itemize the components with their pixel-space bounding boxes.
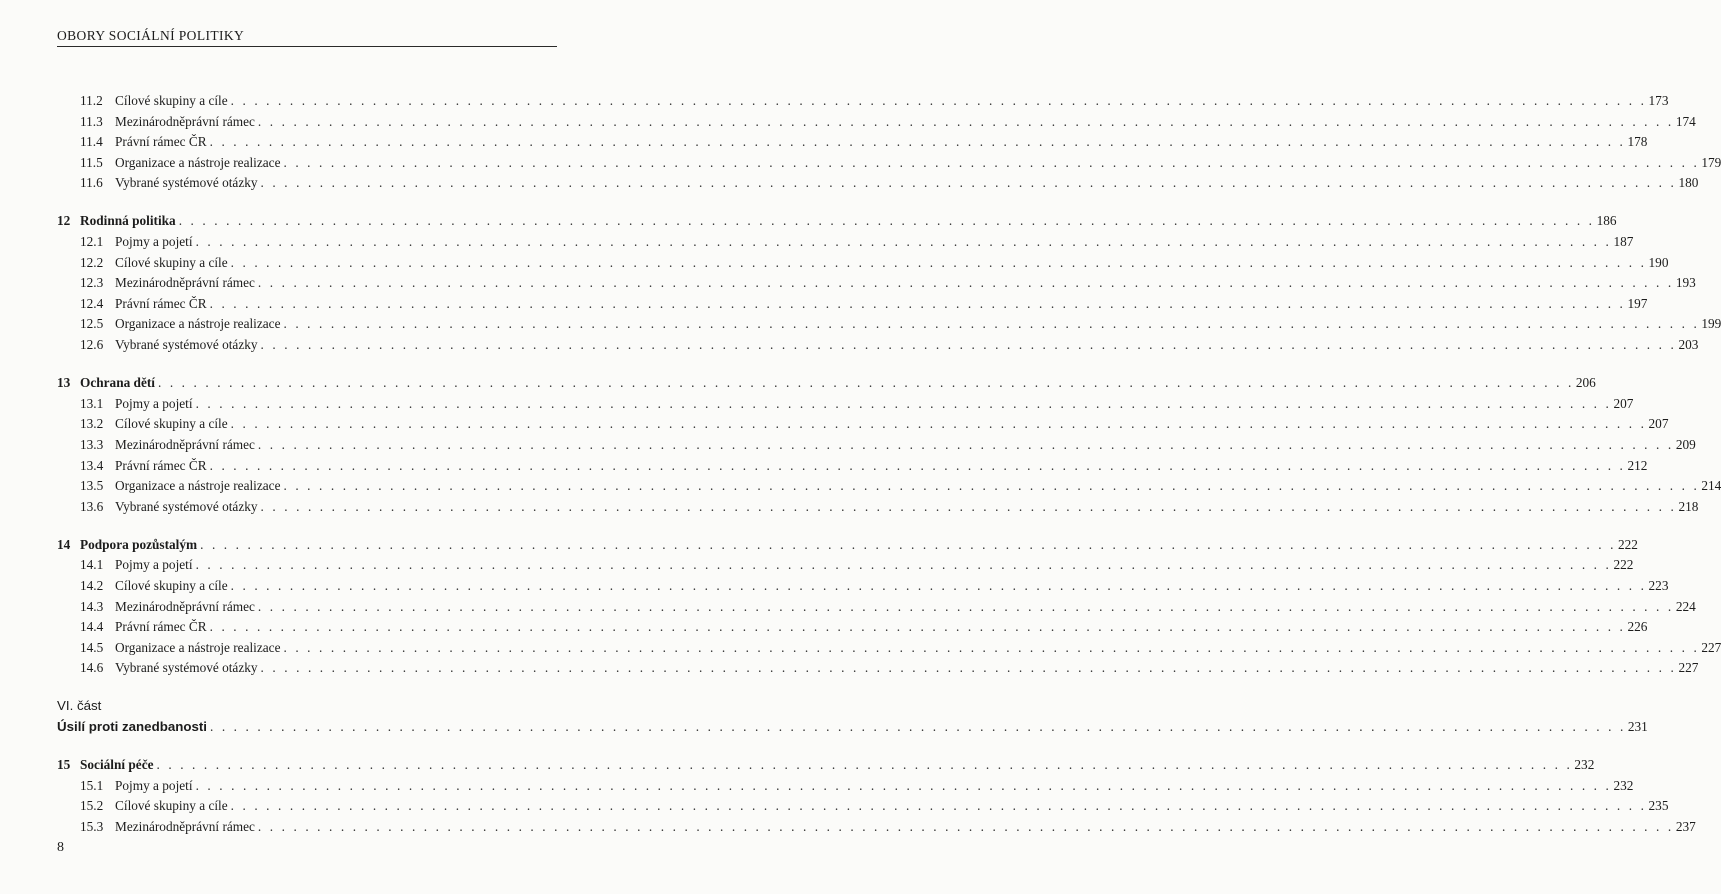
toc-entry-title: Právní rámec ČR xyxy=(115,134,207,150)
toc-section-entry xyxy=(57,817,1696,838)
toc-entry-title: Pojmy a pojetí xyxy=(115,395,193,411)
section-gap xyxy=(57,517,557,535)
section-gap xyxy=(57,679,557,697)
toc-entry-page: 232 xyxy=(1574,757,1595,773)
toc-entry-page: 214 xyxy=(1701,478,1721,494)
toc-section-entry xyxy=(57,253,1669,274)
section-gap xyxy=(57,194,557,212)
toc-entry-page: 193 xyxy=(1675,275,1696,291)
toc-section-entry xyxy=(57,497,1699,518)
toc-entry-number: 13.1 xyxy=(80,395,104,411)
dot-leader: . . . . . . . . . . . . . . . . . . . . . . . . . . . . . . . . . . . . . . . . . . . . . . . . . . . . . . . . . . . . . . . . . . . . . . . . . . . . . . . . . . . . . . . . . . . . . . . . . . . . . . . . . . . . . . . . . . . . . . . . xyxy=(283,154,1700,170)
toc-entry-page: 235 xyxy=(1648,798,1669,814)
dot-leader: . . . . . . . . . . . . . . . . . . . . . . . . . . . . . . . . . . . . . . . . . . . . . . . . . . . . . . . . . . . . . . . . . . . . . . . . . . . . . . . . . . . . . . . . . . . . . . . . . . . . . . . . . . . . . . . . . . . . . . . . xyxy=(209,295,1626,311)
toc-entry-title: Právní rámec ČR xyxy=(115,295,207,311)
dot-leader: . . . . . . . . . . . . . . . . . . . . . . . . . . . . . . . . . . . . . . . . . . . . . . . . . . . . . . . . . . . . . . . . . . . . . . . . . . . . . . . . . . . . . . . . . . . . . . . . . . . . . . . . . . . . . . . . . . . . . . . . xyxy=(209,457,1626,473)
dot-leader: . . . . . . . . . . . . . . . . . . . . . . . . . . . . . . . . . . . . . . . . . . . . . . . . . . . . . . . . . . . . . . . . . . . . . . . . . . . . . . . . . . . . . . . . . . . . . . . . . . . . . . . . . . . . . . . . . . . . . . . . xyxy=(260,660,1677,676)
toc-entry-title: Právní rámec ČR xyxy=(115,619,207,635)
toc-entry-page: 199 xyxy=(1701,316,1721,332)
dot-leader: . . . . . . . . . . . . . . . . . . . . . . . . . . . . . . . . . . . . . . . . . . . . . . . . . . . . . . . . . . . . . . . . . . . . . . . . . . . . . . . . . . . . . . . . . . . . . . . . . . . . . . . . . . . . . . . . . . . . . . . . xyxy=(200,536,1616,552)
toc-entry-title: Cílové skupiny a cíle xyxy=(115,798,228,814)
toc-entry-page: 232 xyxy=(1613,777,1634,793)
toc-entry-title: Organizace a nástroje realizace xyxy=(115,478,281,494)
toc-section-entry xyxy=(57,273,1696,294)
toc-entry-title: Cílové skupiny a cíle xyxy=(115,577,228,593)
toc-entry-title: Mezinárodněprávní rámec xyxy=(115,436,255,452)
toc-section-entry xyxy=(57,597,1696,618)
dot-leader: . . . . . . . . . . . . . . . . . . . . . . . . . . . . . . . . . . . . . . . . . . . . . . . . . . . . . . . . . . . . . . . . . . . . . . . . . . . . . . . . . . . . . . . . . . . . . . . . . . . . . . . . . . . . . . . . . . . . . . . . xyxy=(209,619,1626,635)
dot-leader: . . . . . . . . . . . . . . . . . . . . . . . . . . . . . . . . . . . . . . . . . . . . . . . . . . . . . . . . . . . . . . . . . . . . . . . . . . . . . . . . . . . . . . . . . . . . . . . . . . . . . . . . . . . . . . . . . . . . . . . . xyxy=(230,798,1647,814)
toc-entry-number: 15 xyxy=(57,757,71,773)
toc-entry-page: 197 xyxy=(1627,295,1648,311)
dot-leader: . . . . . . . . . . . . . . . . . . . . . . . . . . . . . . . . . . . . . . . . . . . . . . . . . . . . . . . . . . . . . . . . . . . . . . . . . . . . . . . . . . . . . . . . . . . . . . . . . . . . . . . . . . . . . . . . . . . . . . . . xyxy=(283,478,1700,494)
toc-entry-title: Pojmy a pojetí xyxy=(115,557,193,573)
page-number: 8 xyxy=(57,840,64,855)
dot-leader: . . . . . . . . . . . . . . . . . . . . . . . . . . . . . . . . . . . . . . . . . . . . . . . . . . . . . . . . . . . . . . . . . . . . . . . . . . . . . . . . . . . . . . . . . . . . . . . . . . . . . . . . . . . . . . . . . . . . . . . . xyxy=(195,777,1612,793)
toc-entry-number: 13.3 xyxy=(80,436,104,452)
toc-entry-page: 207 xyxy=(1648,416,1669,432)
toc-entry-page: 206 xyxy=(1575,375,1596,391)
dot-leader: . . . . . . . . . . . . . . . . . . . . . . . . . . . . . . . . . . . . . . . . . . . . . . . . . . . . . . . . . . . . . . . . . . . . . . . . . . . . . . . . . . . . . . . . . . . . . . . . . . . . . . . . . . . . . . . . . . . . . . . . xyxy=(260,337,1677,353)
dot-leader: . . . . . . . . . . . . . . . . . . . . . . . . . . . . . . . . . . . . . . . . . . . . . . . . . . . . . . . . . . . . . . . . . . . . . . . . . . . . . . . . . . . . . . . . . . . . . . . . . . . . . . . . . . . . . . . . . . . . . . . . xyxy=(157,375,1574,391)
toc-entry-number: 12.2 xyxy=(80,254,104,270)
toc-section-entry xyxy=(57,576,1669,597)
toc-entry-page: 226 xyxy=(1627,619,1648,635)
toc-entry-number: 12.6 xyxy=(80,337,104,353)
section-gap xyxy=(57,356,557,374)
toc-section-entry xyxy=(57,294,1648,315)
toc-entry-title: Organizace a nástroje realizace xyxy=(115,316,281,332)
toc-entry-page: 212 xyxy=(1627,457,1648,473)
toc-entry-page: 173 xyxy=(1648,93,1669,108)
toc-entry-page: 209 xyxy=(1675,436,1696,452)
toc-entry-page: 203 xyxy=(1678,337,1699,353)
toc-chapter-entry xyxy=(57,211,1617,232)
toc-entry-page: 174 xyxy=(1675,113,1696,129)
toc-chapter-entry xyxy=(57,535,1638,556)
toc-entry-title: Ochrana dětí xyxy=(80,375,155,391)
dot-leader: . . . . . . . . . . . . . . . . . . . . . . . . . . . . . . . . . . . . . . . . . . . . . . . . . . . . . . . . . . . . . . . . . . . . . . . . . . . . . . . . . . . . . . . . . . . . . . . . . . . . . . . . . . . . . . . . . . . . . . . . xyxy=(260,498,1677,514)
toc-entry-title: Pojmy a pojetí xyxy=(115,777,193,793)
toc-section-entry xyxy=(57,435,1696,456)
dot-leader: . . . . . . . . . . . . . . . . . . . . . . . . . . . . . . . . . . . . . . . . . . . . . . . . . . . . . . . . . . . . . . . . . . . . . . . . . . . . . . . . . . . . . . . . . . . . . . . . . . . . . . . . . . . . . . . . . . . . . . . . xyxy=(230,416,1647,432)
toc-part-entry xyxy=(57,717,1648,738)
toc-section-entry xyxy=(57,91,1669,112)
toc-entry-page: 178 xyxy=(1627,134,1648,150)
toc-entry-page: 227 xyxy=(1678,660,1699,676)
dot-leader: . . . . . . . . . . . . . . . . . . . . . . . . . . . . . . . . . . . . . . . . . . . . . . . . . . . . . . . . . . . . . . . . . . . . . . . . . . . . . . . . . . . . . . . . . . . . . . . . . . . . . . . . . . . . . . . . . . . . . . . . xyxy=(230,93,1647,108)
toc-entry-page: 222 xyxy=(1618,536,1638,552)
toc-section-entry xyxy=(57,555,1634,576)
toc-entry-number: 14.2 xyxy=(80,577,104,593)
toc-entry-page: 218 xyxy=(1678,498,1699,514)
table-of-contents xyxy=(57,91,1721,838)
toc-entry-number: 13.5 xyxy=(80,478,104,494)
toc-entry-number: 14.5 xyxy=(80,639,104,655)
dot-leader: . . . . . . . . . . . . . . . . . . . . . . . . . . . . . . . . . . . . . . . . . . . . . . . . . . . . . . . . . . . . . . . . . . . . . . . . . . . . . . . . . . . . . . . . . . . . . . . . . . . . . . . . . . . . . . . . . . . . . . . . xyxy=(230,254,1647,270)
part-label: VI. část xyxy=(57,698,102,714)
toc-entry-title: Mezinárodněprávní rámec xyxy=(115,598,255,614)
dot-leader: . . . . . . . . . . . . . . . . . . . . . . . . . . . . . . . . . . . . . . . . . . . . . . . . . . . . . . . . . . . . . . . . . . . . . . . . . . . . . . . . . . . . . . . . . . . . . . . . . . . . . . . . . . . . . . . . . . . . . . . . xyxy=(156,757,1573,773)
toc-entry-number: 12 xyxy=(57,213,71,229)
toc-section-entry xyxy=(57,132,1648,153)
toc-entry-title: Právní rámec ČR xyxy=(115,457,207,473)
toc-entry-page: 223 xyxy=(1648,577,1669,593)
toc-section-entry xyxy=(57,776,1634,797)
dot-leader: . . . . . . . . . . . . . . . . . . . . . . . . . . . . . . . . . . . . . . . . . . . . . . . . . . . . . . . . . . . . . . . . . . . . . . . . . . . . . . . . . . . . . . . . . . . . . . . . . . . . . . . . . . . . . . . . . . . . . . . . xyxy=(257,113,1674,129)
dot-leader: . . . . . . . . . . . . . . . . . . . . . . . . . . . . . . . . . . . . . . . . . . . . . . . . . . . . . . . . . . . . . . . . . . . . . . . . . . . . . . . . . . . . . . . . . . . . . . . . . . . . . . . . . . . . . . . . . . . . . . . . xyxy=(209,719,1626,735)
toc-entry-page: 237 xyxy=(1675,818,1696,834)
toc-entry-number: 14.6 xyxy=(80,660,104,676)
toc-entry-number: 11.6 xyxy=(80,175,103,191)
toc-chapter-entry xyxy=(57,373,1596,394)
toc-entry-number: 14.1 xyxy=(80,557,104,573)
toc-entry-title: Cílové skupiny a cíle xyxy=(115,254,228,270)
dot-leader: . . . . . . . . . . . . . . . . . . . . . . . . . . . . . . . . . . . . . . . . . . . . . . . . . . . . . . . . . . . . . . . . . . . . . . . . . . . . . . . . . . . . . . . . . . . . . . . . . . . . . . . . . . . . . . . . . . . . . . . . xyxy=(260,175,1677,191)
toc-entry-title: Úsilí proti zanedbanosti xyxy=(57,719,207,735)
dot-leader: . . . . . . . . . . . . . . . . . . . . . . . . . . . . . . . . . . . . . . . . . . . . . . . . . . . . . . . . . . . . . . . . . . . . . . . . . . . . . . . . . . . . . . . . . . . . . . . . . . . . . . . . . . . . . . . . . . . . . . . . xyxy=(195,234,1612,250)
dot-leader: . . . . . . . . . . . . . . . . . . . . . . . . . . . . . . . . . . . . . . . . . . . . . . . . . . . . . . . . . . . . . . . . . . . . . . . . . . . . . . . . . . . . . . . . . . . . . . . . . . . . . . . . . . . . . . . . . . . . . . . . xyxy=(283,639,1700,655)
toc-entry-number: 14.3 xyxy=(80,598,104,614)
toc-section-entry xyxy=(57,796,1669,817)
toc-section-entry xyxy=(57,617,1648,638)
toc-entry-number: 12.3 xyxy=(80,275,104,291)
toc-section-entry xyxy=(57,638,1721,659)
toc-section-entry xyxy=(57,232,1634,253)
toc-entry-page: 227 xyxy=(1701,639,1721,655)
toc-entry-title: Mezinárodněprávní rámec xyxy=(115,275,255,291)
toc-entry-title: Organizace a nástroje realizace xyxy=(115,639,281,655)
toc-entry-title: Vybrané systémové otázky xyxy=(115,337,258,353)
dot-leader: . . . . . . . . . . . . . . . . . . . . . . . . . . . . . . . . . . . . . . . . . . . . . . . . . . . . . . . . . . . . . . . . . . . . . . . . . . . . . . . . . . . . . . . . . . . . . . . . . . . . . . . . . . . . . . . . . . . . . . . . xyxy=(283,316,1700,332)
toc-entry-page: 231 xyxy=(1627,719,1648,735)
dot-leader: . . . . . . . . . . . . . . . . . . . . . . . . . . . . . . . . . . . . . . . . . . . . . . . . . . . . . . . . . . . . . . . . . . . . . . . . . . . . . . . . . . . . . . . . . . . . . . . . . . . . . . . . . . . . . . . . . . . . . . . . xyxy=(257,818,1674,834)
toc-entry-page: 180 xyxy=(1678,175,1699,191)
dot-leader: . . . . . . . . . . . . . . . . . . . . . . . . . . . . . . . . . . . . . . . . . . . . . . . . . . . . . . . . . . . . . . . . . . . . . . . . . . . . . . . . . . . . . . . . . . . . . . . . . . . . . . . . . . . . . . . . . . . . . . . . xyxy=(257,598,1674,614)
dot-leader: . . . . . . . . . . . . . . . . . . . . . . . . . . . . . . . . . . . . . . . . . . . . . . . . . . . . . . . . . . . . . . . . . . . . . . . . . . . . . . . . . . . . . . . . . . . . . . . . . . . . . . . . . . . . . . . . . . . . . . . . xyxy=(195,395,1612,411)
toc-section-entry xyxy=(57,414,1669,435)
toc-entry-number: 11.5 xyxy=(80,154,103,170)
toc-section-entry xyxy=(57,173,1699,194)
toc-entry-title: Vybrané systémové otázky xyxy=(115,498,258,514)
toc-entry-number: 15.1 xyxy=(80,777,104,793)
toc-entry-page: 224 xyxy=(1675,598,1696,614)
section-gap xyxy=(57,738,557,756)
toc-entry-number: 14 xyxy=(57,536,71,552)
toc-entry-number: 13.6 xyxy=(80,498,104,514)
toc-entry-number: 15.2 xyxy=(80,798,104,814)
toc-entry-number: 13 xyxy=(57,375,71,391)
toc-section-entry xyxy=(57,658,1699,679)
toc-section-entry xyxy=(57,476,1721,497)
dot-leader: . . . . . . . . . . . . . . . . . . . . . . . . . . . . . . . . . . . . . . . . . . . . . . . . . . . . . . . . . . . . . . . . . . . . . . . . . . . . . . . . . . . . . . . . . . . . . . . . . . . . . . . . . . . . . . . . . . . . . . . . xyxy=(257,275,1674,291)
toc-entry-page: 222 xyxy=(1613,557,1634,573)
toc-entry-title: Vybrané systémové otázky xyxy=(115,175,258,191)
toc-chapter-entry xyxy=(57,755,1595,776)
toc-entry-title: Cílové skupiny a cíle xyxy=(115,416,228,432)
toc-entry-title: Organizace a nástroje realizace xyxy=(115,154,281,170)
toc-entry-title: Rodinná politika xyxy=(80,213,176,229)
dot-leader: . . . . . . . . . . . . . . . . . . . . . . . . . . . . . . . . . . . . . . . . . . . . . . . . . . . . . . . . . . . . . . . . . . . . . . . . . . . . . . . . . . . . . . . . . . . . . . . . . . . . . . . . . . . . . . . . . . . . . . . . xyxy=(257,436,1674,452)
toc-entry-page: 186 xyxy=(1596,213,1617,229)
toc-entry-number: 14.4 xyxy=(80,619,104,635)
toc-entry-page: 190 xyxy=(1648,254,1669,270)
toc-entry-number: 12.5 xyxy=(80,316,104,332)
dot-leader: . . . . . . . . . . . . . . . . . . . . . . . . . . . . . . . . . . . . . . . . . . . . . . . . . . . . . . . . . . . . . . . . . . . . . . . . . . . . . . . . . . . . . . . . . . . . . . . . . . . . . . . . . . . . . . . . . . . . . . . . xyxy=(230,577,1647,593)
toc-entry-number: 11.4 xyxy=(80,134,103,150)
toc-entry-number: 12.4 xyxy=(80,295,104,311)
toc-entry-title: Cílové skupiny a cíle xyxy=(115,93,228,108)
toc-section-entry xyxy=(57,112,1696,133)
toc-entry-number: 11.2 xyxy=(80,93,103,108)
toc-entry-page: 187 xyxy=(1613,234,1634,250)
toc-entry-number: 15.3 xyxy=(80,818,104,834)
dot-leader: . . . . . . . . . . . . . . . . . . . . . . . . . . . . . . . . . . . . . . . . . . . . . . . . . . . . . . . . . . . . . . . . . . . . . . . . . . . . . . . . . . . . . . . . . . . . . . . . . . . . . . . . . . . . . . . . . . . . . . . . xyxy=(178,213,1595,229)
toc-entry-number: 12.1 xyxy=(80,234,104,250)
toc-entry-title: Mezinárodněprávní rámec xyxy=(115,113,255,129)
toc-entry-title: Mezinárodněprávní rámec xyxy=(115,818,255,834)
toc-entry-page: 207 xyxy=(1613,395,1634,411)
toc-section-entry xyxy=(57,394,1634,415)
toc-section-entry xyxy=(57,153,1721,174)
dot-leader: . . . . . . . . . . . . . . . . . . . . . . . . . . . . . . . . . . . . . . . . . . . . . . . . . . . . . . . . . . . . . . . . . . . . . . . . . . . . . . . . . . . . . . . . . . . . . . . . . . . . . . . . . . . . . . . . . . . . . . . . xyxy=(195,557,1612,573)
toc-entry-number: 13.2 xyxy=(80,416,104,432)
toc-section-entry xyxy=(57,456,1648,477)
toc-section-entry xyxy=(57,314,1721,335)
toc-entry-title: Sociální péče xyxy=(80,757,154,773)
toc-entry-number: 13.4 xyxy=(80,457,104,473)
toc-entry-page: 179 xyxy=(1701,154,1721,170)
dot-leader: . . . . . . . . . . . . . . . . . . . . . . . . . . . . . . . . . . . . . . . . . . . . . . . . . . . . . . . . . . . . . . . . . . . . . . . . . . . . . . . . . . . . . . . . . . . . . . . . . . . . . . . . . . . . . . . . . . . . . . . . xyxy=(209,134,1626,150)
toc-entry-title: Vybrané systémové otázky xyxy=(115,660,258,676)
toc-entry-title: Pojmy a pojetí xyxy=(115,234,193,250)
running-header: OBORY SOCIÁLNÍ POLITIKY xyxy=(57,28,557,47)
toc-entry-title: Podpora pozůstalým xyxy=(80,536,198,552)
toc-section-entry xyxy=(57,335,1699,356)
toc-entry-number: 11.3 xyxy=(80,113,103,129)
